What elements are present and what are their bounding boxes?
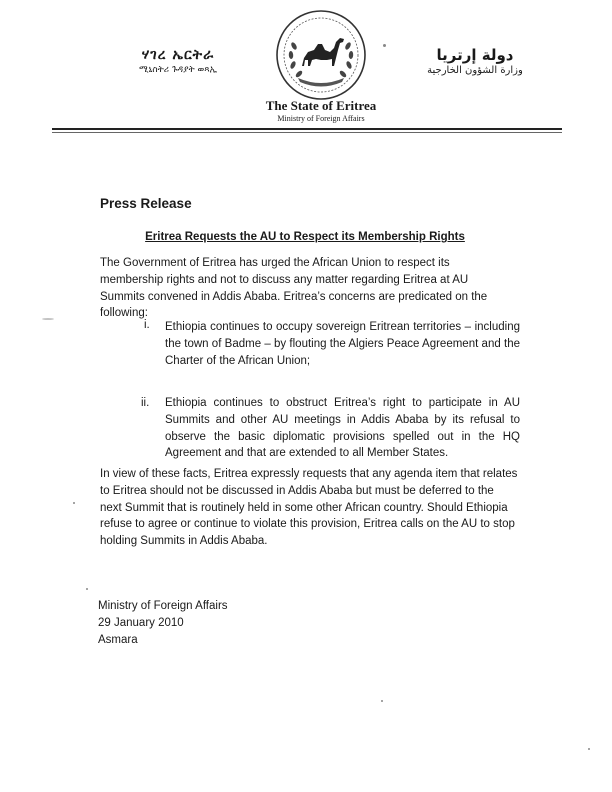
arabic-letterhead [420,46,530,76]
ethiopic-letterhead [113,47,243,75]
scan-speck [383,44,386,47]
ministry-subtitle: Ministry of Foreign Affairs [277,114,365,123]
list-item-number: ii. [141,397,150,409]
letterhead-divider-thin [52,132,562,133]
letterhead-divider [52,128,562,130]
intro-paragraph: The Government of Eritrea has urged the African Union to respect its membership rights and not to discuss any matter regarding Eritrea at AU Summits convened in Addis Ababa. Eritrea’s concerns are predicated on the following: [100,257,488,320]
scan-speck [86,588,88,590]
state-emblem-seal [274,8,368,102]
document-title: Eritrea Requests the AU to Respect its Membership Rights [145,231,465,243]
closing-paragraph: In view of these facts, Eritrea expressly requests that any agenda item that relates to Eritrea should not be discussed in Addis Ababa but must be deferred to the next Summit that is routinely held in some other African country. Should Ethiopia refuse to agree or continue to violate this provision, Eritrea calls on the AU to stop holding Summits in Addis Ababa. [100,468,518,548]
scan-speck [381,700,383,702]
scan-speck [73,502,75,504]
camel-icon [302,38,344,66]
scan-speck [42,318,54,320]
signature-org: Ministry of Foreign Affairs [98,600,228,612]
signature-place: Asmara [98,634,138,646]
arabic-ministry-name: وزارة الشؤون الخارجية [427,65,523,76]
arabic-state-name: دولة إرتريا [436,46,514,64]
signature-date: 29 January 2010 [98,617,184,629]
ethiopic-state-name: ሃገረ ኤርትራ [141,47,215,63]
list-item-text: Ethiopia continues to obstruct Eritrea’s right to participate in AU Summits and other AU meetings in Addis Ababa by its refusal to observe the basic diplomatic provisions spelled out in the HQ Agreement and that are extended to all Member States. [165,397,520,460]
ethiopic-ministry-name: ሚኒስትሪ ጉዳያት ወጻኢ [138,65,218,75]
signature-block [98,598,228,649]
state-title: The State of Eritrea [265,98,377,113]
scan-speck [588,748,590,750]
press-release-label: Press Release [100,196,192,211]
list-item-text: Ethiopia continues to occupy sovereign Eritrean territories – including the town of Badme – by flouting the Algiers Peace Agreement and the Charter of the African Union; [165,321,520,367]
list-item-number: i. [144,319,150,331]
